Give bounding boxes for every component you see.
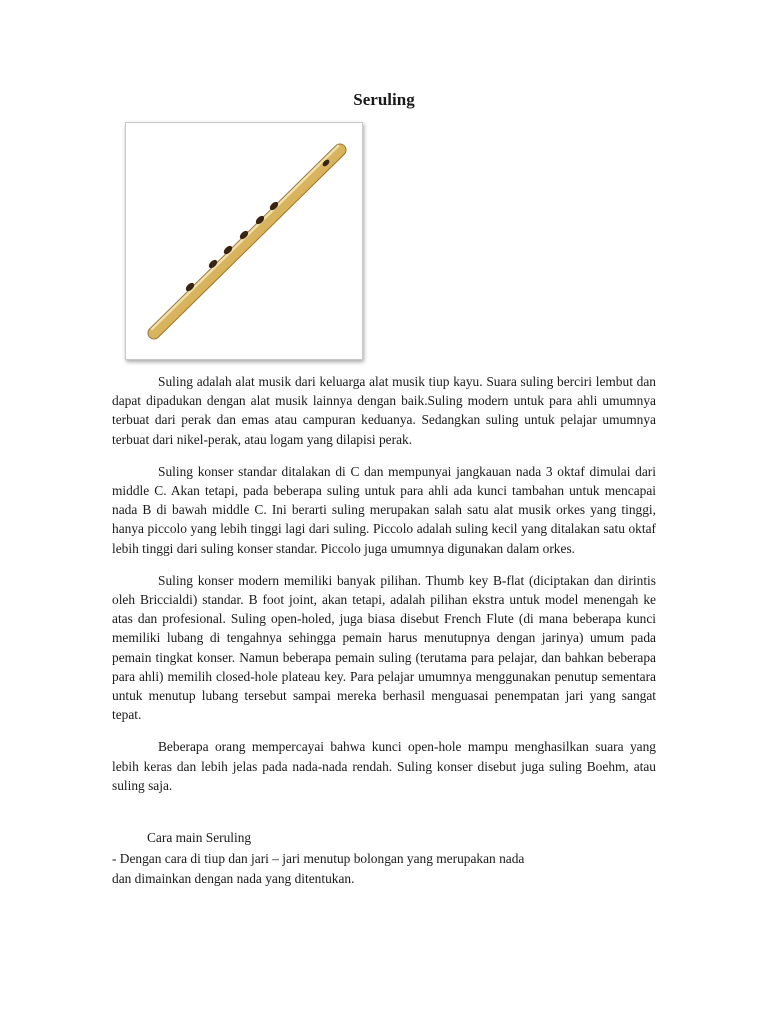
paragraph-3: Suling konser modern memiliki banyak pilihan. Thumb key B-flat (diciptakan dan dirintis oleh Briccialdi) standar. B foot joint, akan tetapi, adalah pilihan ekstra untuk model menengah ke atas dan profesional. Suling open-holed, juga biasa disebut French Flute (di mana beberapa kunci memiliki lubang di tengahnya sehingga pemain harus menutupnya dengan jarinya) umum pada pemain tingkat konser. Namun beberapa pemain suling (terutama para pelajar, dan bahkan beberapa para ahli) memilih closed-hole plateau key. Para pelajar umumnya menggunakan penutup sementara untuk menutup lubang tersebut sampai mereka berhasil menguasai penempatan jari yang sangat tepat. xyxy=(112,572,656,723)
page-title: Seruling xyxy=(353,90,415,109)
cara-main-line-1: - Dengan cara di tiup dan jari – jari menutup bolongan yang merupakan nada xyxy=(112,851,525,866)
body-text xyxy=(112,372,656,808)
cara-main-line-2: dan dimainkan dengan nada yang ditentukan. xyxy=(112,871,355,886)
paragraph-1: Suling adalah alat musik dari keluarga alat musik tiup kayu. Suara suling berciri lembut dan dapat dipadukan dengan alat musik lainnya dengan baik.Suling modern untuk para ahli umumnya terbuat dari perak dan emas atau campuran keduanya. Sedangkan suling untuk pelajar umumnya terbuat dari nikel-perak, atau logam yang dilapisi perak. xyxy=(112,374,656,447)
bamboo-flute-illustration xyxy=(126,123,362,359)
paragraph-2: Suling konser standar ditalakan di C dan mempunyai jangkauan nada 3 oktaf dimulai dari middle C. Akan tetapi, pada beberapa suling untuk para ahli ada kunci tambahan untuk mencapai nada B di bawah middle C. Ini berarti suling merupakan salah satu alat musik orkes yang tinggi, hanya piccolo yang lebih tinggi lagi dari suling. Piccolo adalah suling kecil yang ditalakan satu oktaf lebih tinggi dari suling konser standar. Piccolo juga umumnya digunakan dalam orkes. xyxy=(112,463,656,556)
paragraph-4: Beberapa orang mempercayai bahwa kunci open-hole mampu menghasilkan suara yang lebih keras dan lebih jelas pada nada-nada rendah. Suling konser disebut juga suling Boehm, atau suling saja. xyxy=(112,739,656,793)
cara-main-heading: Cara main Seruling xyxy=(147,830,252,845)
flute-image xyxy=(125,122,363,360)
